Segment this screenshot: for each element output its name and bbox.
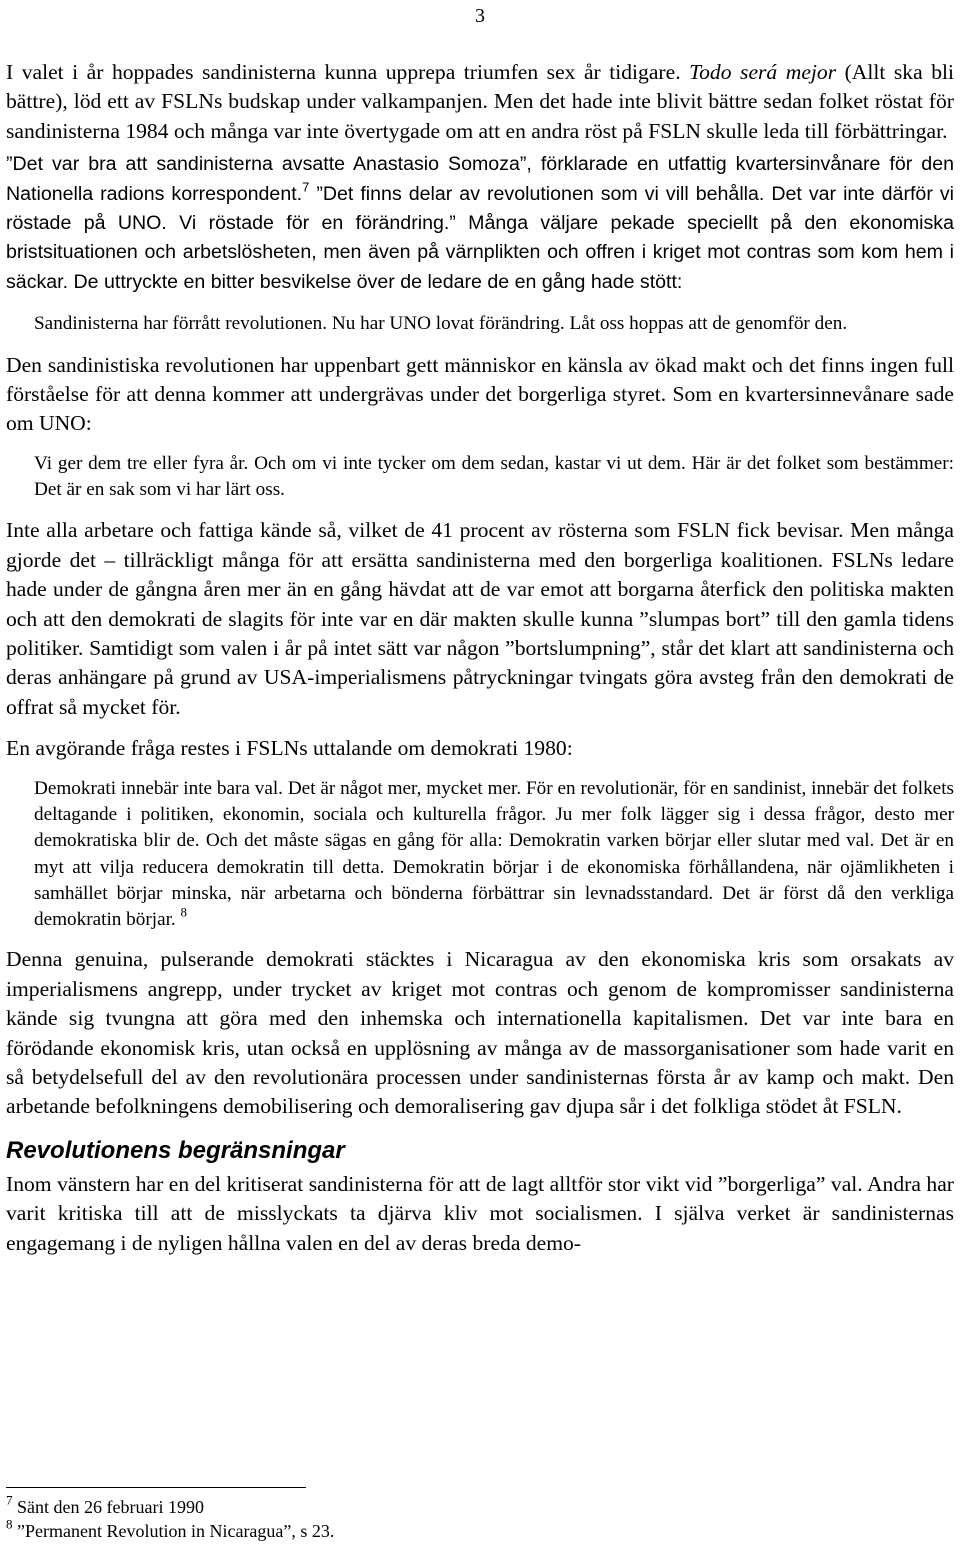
paragraph-democracy-question: En avgörande fråga restes i FSLNs uttalande om demokrati 1980:: [6, 736, 573, 761]
section-heading: Revolutionens begränsningar: [6, 1136, 345, 1164]
page-body: [6, 58, 954, 1258]
footnote-ref-7[interactable]: 7: [302, 179, 310, 195]
paragraph-revolution-power: Den sandinistiska revolutionen har uppenbart gett människor en känsla av ökad makt och det finns ingen full förståelse för att denna kommer att undergrävas under det borgerliga styret. Som en kvartersinnevånare sade om UNO:: [6, 352, 954, 436]
footnote-ref-8[interactable]: 8: [180, 904, 188, 920]
footnote-8-number: 8: [6, 1516, 13, 1532]
footnote-divider: [6, 1487, 306, 1488]
blockquote-sandinists-betrayed: Sandinisterna har förrått revolutionen. Nu har UNO lovat förändring. Låt oss hoppas att de genomför den.: [34, 313, 848, 335]
paragraph-left-critique: Inom vänstern har en del kritiserat sandinisterna för att de lagt alltför stor vikt vid ”borgerliga” val. Andra har varit kritiska till att de misslyckats ta djärva kliv mot socialismen. I själva verket är sandinisternas engagemang i de nyligen hållna valen en del av deras breda demo-: [6, 1171, 954, 1255]
footnotes: [6, 1492, 335, 1543]
p1-text-a: I valet i år hoppades sandinisterna kunna upprepa triumfen sex år tidigare.: [6, 60, 690, 84]
p2-text-b: ”Det finns delar av revolutionen som vi vill behålla. Det var inte därför vi röstade på UNO. Vi röstade för en förändring.” Många väljare pekade speciellt på den ekonomiska bristsituationen och arbetslösheten, men även på värnplikten och offren i kriget mot contras som kom hem i säckar. De uttryckte en bitter besvikelse över de ledare de en gång hade stött:: [6, 182, 954, 293]
footnote-8: [6, 1516, 335, 1544]
slogan-italic: Todo será mejor: [689, 60, 837, 84]
q3-text: Demokrati innebär inte bara val. Det är något mer, mycket mer. För en revolutionär, för en sandinist, innebär det folkets deltagande i politiken, ekonomin, sociala och kulturella frågor. Ju mer folk lägger sig i dessa frågor, desto mer demokratiska blir de. Och det måste sägas en gång för alla: Demokratin varken börjar eller slutar med val. Det är en myt att vilja reducera demokratin till detta. Demokratin börjar i de ekonomiska förhållandena, när ojämlikheten i samhället börjar minska, när arbetarna och bönderna förbättrar sin levnadsstandard. Det är först då den verkliga demokratin börjar.: [34, 777, 954, 931]
p1-text-b: (Allt ska bli bättre), löd ett av FSLNs budskap under valkampanjen. Men det hade inte blivit bättre sedan folket röstat för sandinisterna 1984 och många var inte övertygade om att en andra röst på FSLN skulle leda till förbättringar.: [6, 60, 954, 143]
paragraph-workers-poor: Inte alla arbetare och fattiga kände så, vilket de 41 procent av rösterna som FSLN fick bevisar. Men många gjorde det – tillräckligt många för att ersätta sandinisterna med den borgerliga koalitionen. FSLNs ledare hade under de gångna åren mer än en gång hävdat att de var emot att borgarna återfick den politiska makten och att den demokrati de slagits för inte var en där makten skulle kunna ”slumpas bort” till den gamla tidens politiker. Samtidigt som valen i år på intet sätt var någon ”bortslumpning”, står det klart att sandinisterna och deras anhängare på grund av USA-imperialismens påtryckningar tvingats göra avsteg från den demokrati de offrat så mycket för.: [6, 518, 954, 719]
footnote-8-text: ”Permanent Revolution in Nicaragua”, s 23.: [17, 1520, 335, 1541]
paragraph-democracy-stifled: Denna genuina, pulserande demokrati stäcktes i Nicaragua av den ekonomiska kris som orsakats av imperialismens angrepp, under trycket av kriget mot contras och genom de kompromisser sandinisterna kände sig tvungna att göra med den inhemska och internationella kapitalismen. Det var inte bara en förödande ekonomisk kris, utan också en upplösning av många av de massorganisationer som hade varit en så betydelsefull del av den revolutionära processen under sandinisternas första år av kamp och makt. Den arbetande befolkningens demobilisering och demoralisering gav djupa sår i det folkliga stödet åt FSLN.: [6, 947, 954, 1119]
footnote-7: [6, 1492, 334, 1520]
blockquote-fsln-democracy: [34, 776, 954, 934]
paragraph-election-intro: [6, 58, 954, 146]
p2-text-a: ”Det var bra att sandinisterna avsatte Anastasio Somoza”, förklarade en utfattig kvartersinvånare för den Nationella radions korrespondent.: [6, 153, 954, 205]
footnote-7-number: 7: [6, 1492, 13, 1508]
paragraph-voter-quote: [6, 150, 954, 297]
footnote-7-text: Sänt den 26 februari 1990: [17, 1497, 204, 1517]
page-number: 3: [475, 5, 485, 27]
blockquote-uno-years: Vi ger dem tre eller fyra år. Och om vi inte tycker om dem sedan, kastar vi ut dem. Här är det folket som bestämmer: Det är en sak som vi har lärt oss.: [34, 452, 954, 501]
